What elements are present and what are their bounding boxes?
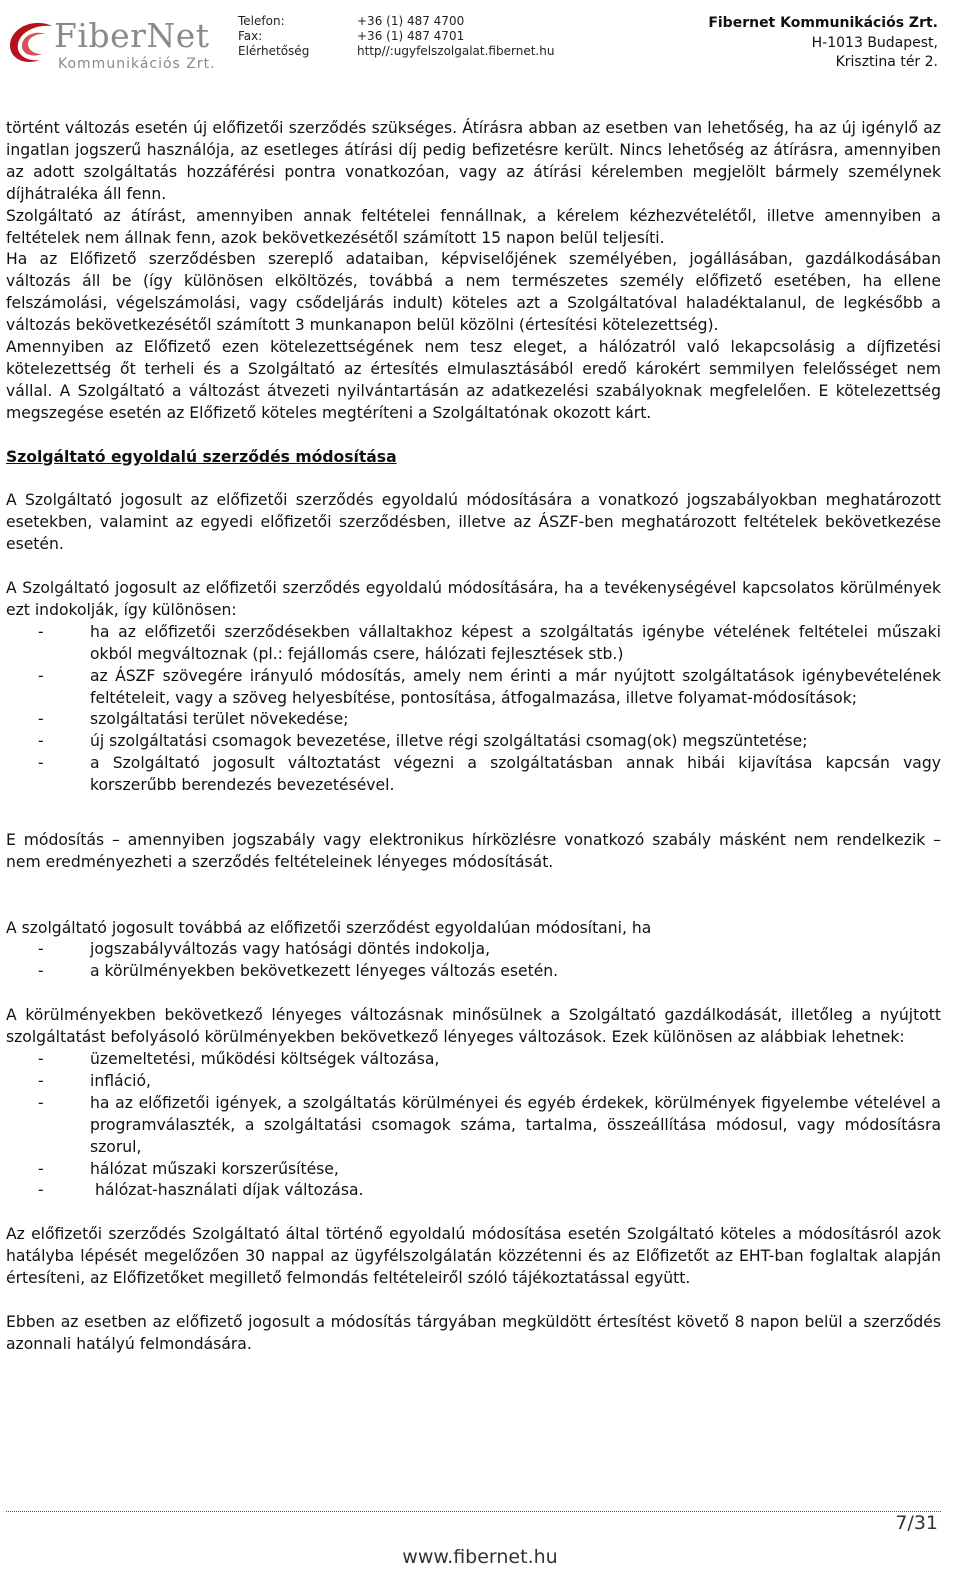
logo-subtitle: Kommunikációs Zrt. — [58, 56, 216, 72]
paragraph: Ebben az esetben az előfizető jogosult a módosítás tárgyában megküldött értesítést követő 8 napon belül a szerződés azonnali hatályú felmondására. — [6, 1312, 941, 1353]
paragraph: A körülményekben bekövetkező lényeges változásnak minősülnek a Szolgáltató gazdálkodását, illetőleg a nyújtott szolgáltatást befolyásoló körülményekben bekövetkező lényeges változások. Ezek különösen az alábbiak lehetnek: — [6, 1006, 941, 1047]
paragraph: Ha az Előfizető szerződésben szereplő adataiban, képviselőjének személyében, jogállásában, gazdálkodásában változás áll be (így különösen elköltözés, továbbá a nem természetes személy előfizető esetében, ha ellene felszámolási, végelszámolási, vagy csődeljárás indult) köteles azt a Szolgáltatóval haladéktalanul, de legkésőbb a változás bekövetkezésétől számított 3 munkanapon belül közölni (értesítési kötelezettség). — [6, 250, 941, 335]
page-header — [0, 0, 960, 90]
logo-name: FiberNet — [54, 16, 210, 55]
list-item: - szolgáltatási terület növekedése; — [38, 710, 349, 729]
company-logo — [6, 12, 221, 72]
contact-labels — [238, 14, 309, 59]
paragraph: Szolgáltató az átírást, amennyiben annak feltételei fennállnak, a kérelem kézhezvételétől, illetve amennyiben a feltételek nem állnak fenn, azok bekövetkezésétől számított 15 napon belül teljesíti. — [6, 206, 941, 247]
paragraph: Az előfizetői szerződés Szolgáltató által történő egyoldalú módosítása esetén Szolgáltató köteles a módosításról azok hatályba lépését megelőzően 30 nappal az ügyfélszolgálatán közzétenni és az Előfizetőt az EHT-ban foglaltak alapján értesíteni, az Előfizetőket megillető felmondás feltételeiről szóló tájékoztatással együtt. — [6, 1225, 941, 1288]
paragraph: A Szolgáltató jogosult az előfizetői szerződés egyoldalú módosítására a vonatkozó jogszabályokban meghatározott esetekben, valamint az egyedi előfizetői szerződésben, illetve az ÁSZF-ben meghatározott feltételek bekövetkezése esetén. — [6, 491, 941, 554]
list-item: - az ÁSZF szövegére irányuló módosítás, amely nem érinti a már nyújtott szolgáltatások igénybevételének feltételeit, vagy a szöveg helyesbítése, pontosítása, átfogalmazása, illetve folyamat-módosítások; — [38, 666, 941, 707]
contact-label-fax: Fax: — [238, 29, 263, 43]
list-item: - új szolgáltatási csomagok bevezetése, illetve régi szolgáltatási csomag(ok) megszüntetése; — [38, 732, 808, 751]
footer-divider — [6, 1511, 941, 1512]
company-name: Fibernet Kommunikációs Zrt. — [708, 15, 938, 31]
contact-values — [357, 14, 554, 59]
list-item: - ha az előfizetői igények, a szolgáltatás körülményei és egyéb érdekek, körülmények figyelembe vételével a programválaszték, a szolgáltatási csomagok száma, tartalma, összeállítása módosul, vagy módosításra szorul, — [38, 1093, 941, 1156]
list-item: - üzemeltetési, működési költségek változása, — [38, 1049, 440, 1068]
list-item: - a körülményekben bekövetkezett lényeges változás esetén. — [38, 962, 559, 981]
paragraph: Amennyiben az Előfizető ezen kötelezettségének nem tesz eleget, a hálózatról való lekapcsolásig a díjfizetési kötelezettség őt terheli és a Szolgáltató az értesítés elmulasztásából eredő károkért semmilyen felelősséget nem vállal. A Szolgáltató a változást átvezeti nyilvántartásán az adatkezelési szabályoknak megfelelően. E kötelezettség megszegése esetén az Előfizető köteles megtéríteni a Szolgáltatónak okozott kárt. — [6, 338, 941, 422]
page-number: 7/31 — [895, 1512, 938, 1534]
list-item: - jogszabályváltozás vagy hatósági döntés indokolja, — [38, 940, 491, 959]
company-street: Krisztina tér 2. — [835, 54, 938, 70]
contact-fax: +36 (1) 487 4701 — [357, 29, 465, 43]
paragraph: A szolgáltató jogosult továbbá az előfizetői szerződést egyoldalúan módosítani, ha — [6, 918, 652, 937]
paragraph: történt változás esetén új előfizetői szerződés szükséges. Átírásra abban az esetben van lehetőség, ha az új igénylő az ingatlan jogszerű használója, az esetleges átírási díj pedig befizetésre került. Nincs lehetőség az átírásra, amennyiben az adott szolgáltatás hozzáférési pontra vonatkozóan, vagy az átírási kérelemben megjelölt bármely személynek díjhátraléka áll fenn. — [6, 119, 941, 203]
list-item: - hálózat műszaki korszerűsítése, — [38, 1159, 339, 1178]
contact-phone: +36 (1) 487 4700 — [357, 14, 465, 28]
contact-label-web: Elérhetőség — [238, 44, 310, 58]
contact-label-phone: Telefon: — [238, 14, 285, 28]
document-body — [6, 118, 941, 1356]
contact-web-link[interactable]: http//:ugyfelszolgalat.fibernet.hu — [357, 44, 555, 58]
footer-website-link[interactable]: www.fibernet.hu — [402, 1546, 558, 1568]
company-city: H-1013 Budapest, — [811, 34, 938, 51]
paragraph: E módosítás – amennyiben jogszabály vagy elektronikus hírközlésre vonatkozó szabály másként nem rendelkezik – nem eredményezheti a szerződés feltételeinek lényeges módosítását. — [6, 830, 941, 871]
paragraph: A Szolgáltató jogosult az előfizetői szerződés egyoldalú módosítására, ha a tevékenységével kapcsolatos körülmények ezt indokolják, így különösen: — [6, 578, 941, 619]
fibernet-swoosh-icon — [6, 16, 58, 68]
list-item: - a Szolgáltató jogosult változtatást végezni a szolgáltatásban annak hibái kijavítása kapcsán vagy korszerűbb berendezés bevezetésével. — [38, 754, 941, 795]
list-item: - hálózat-használati díjak változása. — [38, 1181, 364, 1200]
company-address — [708, 14, 938, 73]
list-item: - ha az előfizetői szerződésekben vállaltakhoz képest a szolgáltatás igénybe vételének feltételei műszaki okból megváltoznak (pl.: fejállomás csere, hálózati fejlesztések stb.) — [38, 622, 941, 663]
section-heading: Szolgáltató egyoldalú szerződés módosítása — [6, 447, 397, 466]
list-item: - infláció, — [38, 1071, 151, 1090]
